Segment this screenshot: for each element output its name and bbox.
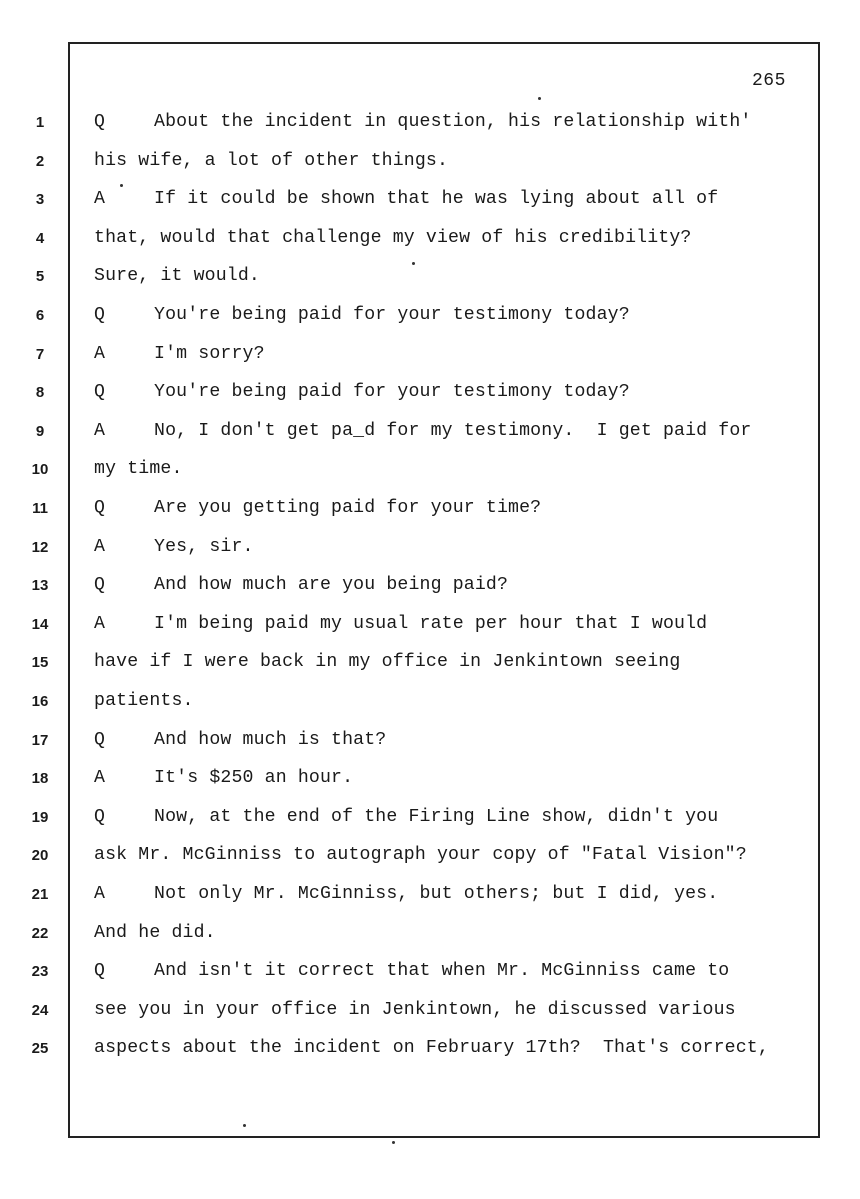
line-text: see you in your office in Jenkintown, he discussed various — [94, 999, 736, 1020]
transcript-line — [94, 575, 508, 595]
transcript-line — [94, 807, 718, 827]
page-number: 265 — [752, 71, 786, 91]
line-number: 13 — [31, 577, 49, 595]
line-text: About the incident in question, his relationship with' — [154, 112, 752, 132]
line-number: 18 — [31, 770, 49, 788]
line-text: It's $250 an hour. — [154, 768, 354, 789]
speaker-label: A — [94, 189, 106, 210]
line-number: 25 — [31, 1040, 49, 1058]
transcript-line — [94, 1038, 769, 1058]
line-text: You're being paid for your testimony today? — [154, 305, 630, 325]
line-text: And how much are you being paid? — [154, 575, 509, 596]
line-number: 22 — [31, 924, 49, 942]
line-text: I'm sorry? — [154, 343, 265, 364]
transcript-line — [94, 266, 260, 286]
speaker-label: Q — [94, 382, 106, 403]
line-text: And how much is that? — [154, 729, 387, 750]
transcript-line — [94, 884, 718, 904]
line-text: If it could be shown that he was lying about all of — [154, 189, 719, 210]
transcript-line — [94, 498, 541, 518]
line-number: 1 — [35, 114, 45, 131]
line-number: 23 — [31, 963, 49, 981]
line-text: ask Mr. McGinniss to autograph your copy of "Fatal Vision"? — [94, 845, 747, 866]
line-number: 12 — [31, 538, 49, 556]
speaker-label: Q — [94, 961, 106, 982]
line-number: 2 — [35, 152, 45, 170]
speaker-label: A — [94, 420, 106, 441]
line-number: 6 — [35, 307, 45, 324]
speaker-label: Q — [94, 806, 106, 827]
line-number: 15 — [31, 654, 49, 672]
line-text: that, would that challenge my view of his credibility? — [94, 227, 692, 248]
transcript-line — [94, 112, 751, 132]
transcript-line — [94, 961, 729, 981]
scan-speck — [412, 262, 415, 265]
line-text: patients. — [94, 691, 194, 711]
line-text: Not only Mr. McGinniss, but others; but I did, yes. — [154, 884, 719, 904]
line-text: have if I were back in my office in Jenkintown seeing — [94, 652, 681, 673]
line-text: I'm being paid my usual rate per hour that I would — [154, 613, 708, 634]
transcript-line — [94, 691, 194, 711]
scan-speck — [538, 97, 541, 100]
transcript-line — [94, 730, 386, 750]
transcript-line — [94, 1000, 736, 1020]
line-number: 24 — [31, 1001, 49, 1019]
transcript-line — [94, 845, 747, 865]
transcript-line — [94, 305, 630, 325]
speaker-label: Q — [94, 575, 106, 596]
transcript-line — [94, 614, 707, 634]
line-number: 17 — [31, 731, 49, 749]
line-number: 10 — [31, 461, 49, 479]
line-number: 9 — [35, 422, 45, 440]
line-number: 4 — [35, 229, 45, 247]
line-text: No, I don't get pa_d for my testimony. I get paid for — [154, 420, 752, 441]
line-number: 16 — [31, 693, 49, 710]
speaker-label: Q — [94, 498, 106, 518]
line-text: You're being paid for your testimony today? — [154, 382, 630, 403]
speaker-label: A — [94, 884, 106, 904]
speaker-label: A — [94, 613, 106, 634]
transcript-line — [94, 228, 691, 248]
line-number: 21 — [31, 886, 49, 903]
line-text: Are you getting paid for your time? — [154, 498, 542, 518]
speaker-label: Q — [94, 112, 106, 132]
speaker-label: Q — [94, 729, 106, 750]
scan-speck — [120, 184, 123, 187]
line-text: his wife, a lot of other things. — [94, 150, 449, 171]
line-text: Sure, it would. — [94, 266, 260, 287]
transcript-line — [94, 459, 183, 479]
transcript-line — [94, 652, 680, 672]
scan-speck — [243, 1124, 246, 1127]
transcript-line — [94, 923, 216, 943]
line-text: And isn't it correct that when Mr. McGinniss came to — [154, 961, 730, 982]
transcript-line — [94, 382, 630, 402]
transcript-line — [94, 421, 751, 441]
speaker-label: A — [94, 768, 106, 789]
line-text: Now, at the end of the Firing Line show, didn't you — [154, 806, 719, 827]
speaker-label: A — [94, 536, 106, 557]
transcript-line — [94, 189, 718, 209]
line-text: And he did. — [94, 922, 216, 943]
transcript-line — [94, 151, 448, 171]
speaker-label: Q — [94, 305, 106, 325]
line-text: my time. — [94, 459, 183, 480]
transcript-line — [94, 537, 254, 557]
line-number: 20 — [31, 847, 49, 865]
speaker-label: A — [94, 343, 106, 364]
line-text: aspects about the incident on February 17th? That's correct, — [94, 1038, 769, 1059]
line-number: 11 — [32, 500, 48, 517]
line-number: 7 — [35, 345, 45, 363]
transcript-line — [94, 344, 265, 364]
line-number: 8 — [35, 384, 45, 402]
line-number: 19 — [31, 808, 49, 826]
line-text: Yes, sir. — [154, 536, 254, 557]
transcript-line — [94, 768, 353, 788]
line-number: 3 — [35, 191, 45, 209]
scan-speck — [392, 1141, 395, 1144]
line-number: 5 — [35, 268, 45, 286]
line-number: 14 — [31, 615, 49, 633]
